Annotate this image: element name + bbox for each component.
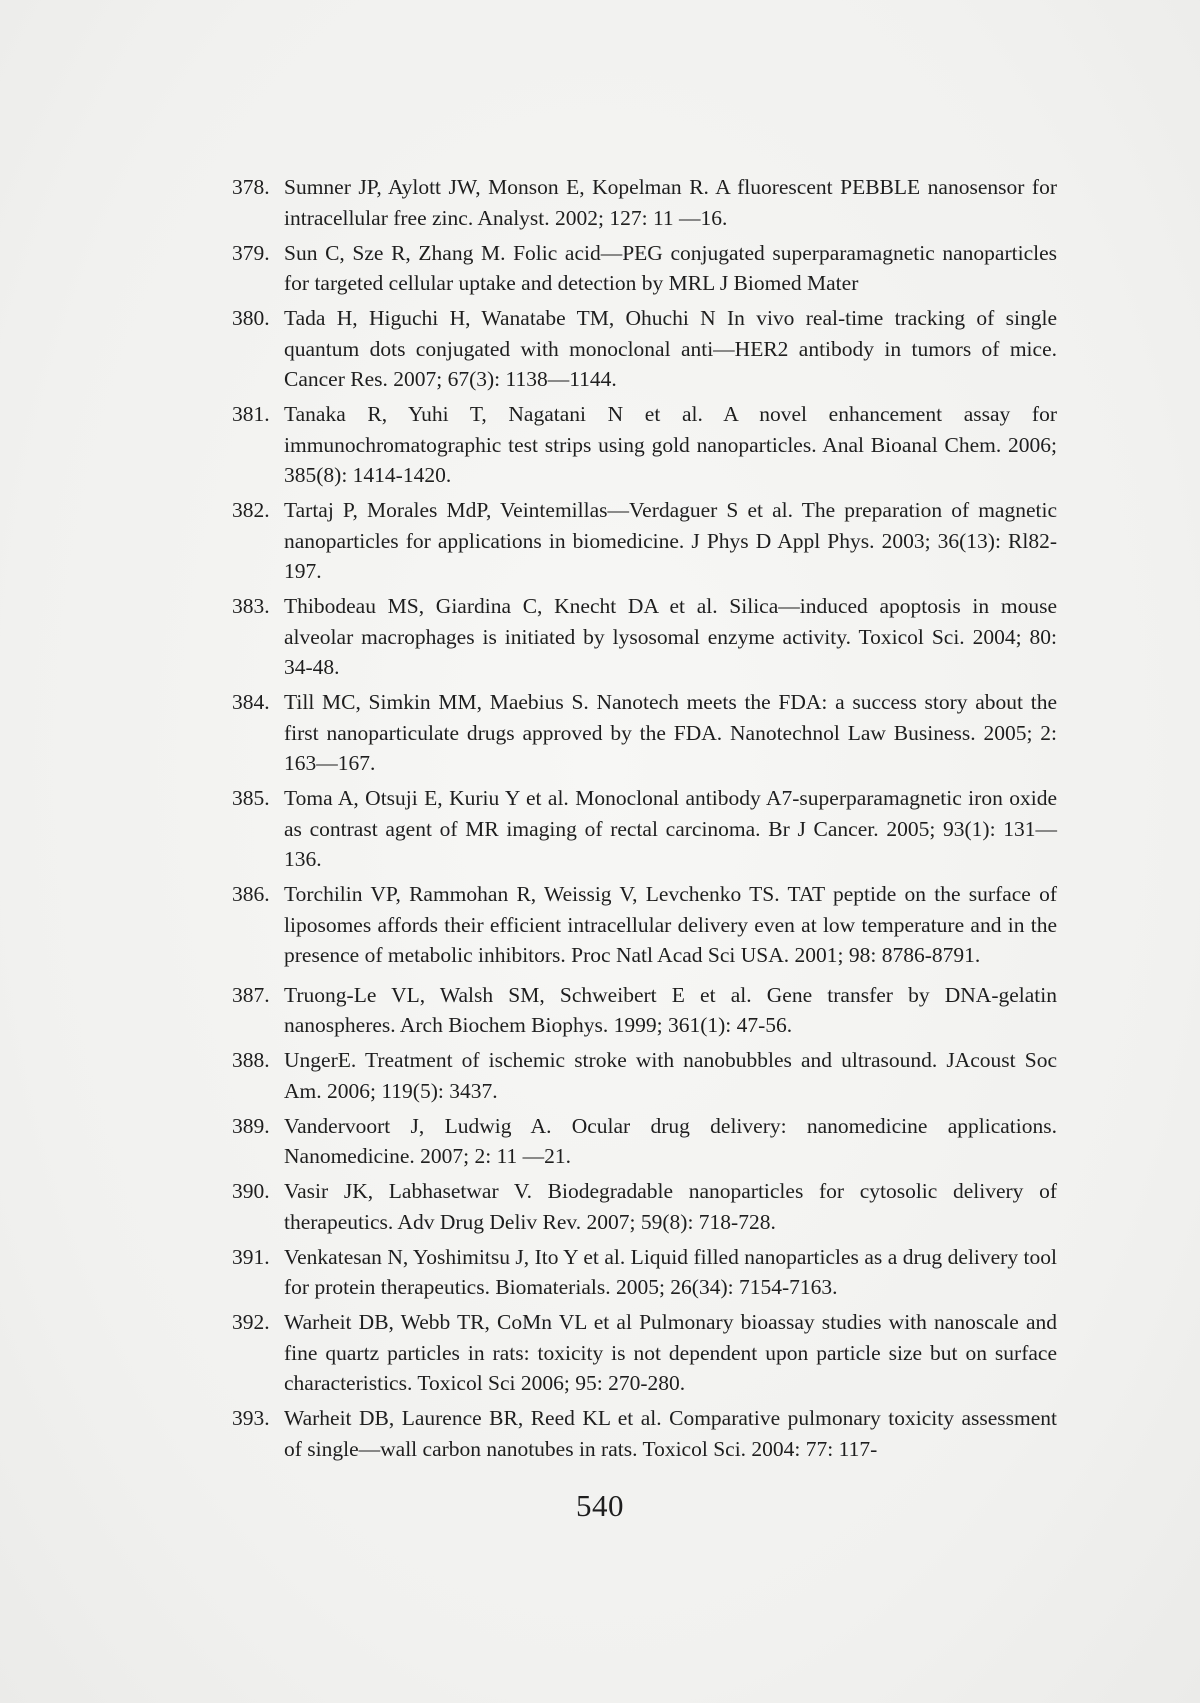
reference-text: Vandervoort J, Ludwig A. Ocular drug delivery: nanomedicine applications. Nanomedicine. 2007; 2: 11 —21.: [284, 1113, 1057, 1168]
page-number: 540: [576, 1488, 624, 1523]
reference-number: 378.: [232, 175, 270, 199]
reference-text: Tada H, Higuchi H, Wanatabe TM, Ohuchi N In vivo real-time tracking of single quantum dots conjugated with monoclonal anti—HER2 antibody in tumors of mice. Cancer Res. 2007; 67(3): 1138—1144.: [284, 306, 1057, 391]
reference-number: 392.: [232, 1310, 270, 1334]
reference-number: 381.: [232, 402, 270, 426]
reference-item-386: [232, 879, 1057, 971]
reference-item-382: [232, 495, 1057, 587]
reference-item-378: [232, 172, 1057, 233]
reference-item-390: [232, 1176, 1057, 1237]
reference-text: Sumner JP, Aylott JW, Monson E, Kopelman R. A fluorescent PEBBLE nanosensor for intracellular free zinc. Analyst. 2002; 127: 11 —16.: [284, 175, 1057, 230]
reference-number: 391.: [232, 1244, 270, 1269]
reference-text: UngerE. Treatment of ischemic stroke with nanobubbles and ultrasound. JAcoust Soc Am. 2006; 119(5): 3437.: [284, 1048, 1057, 1103]
reference-item-391: [232, 1242, 1057, 1303]
reference-item-384: [232, 687, 1057, 779]
reference-number: 393.: [232, 1406, 270, 1430]
reference-text: Toma A, Otsuji E, Kuriu Y et al. Monoclonal antibody A7-superparamagnetic iron oxide as contrast agent of MR imaging of rectal carcinoma. Br J Cancer. 2005; 93(1): 131—136.: [284, 786, 1057, 871]
reference-item-385: [232, 783, 1057, 875]
reference-text: Tartaj P, Morales MdP, Veintemillas—Verdaguer S et al. The preparation of magnetic nanoparticles for applications in biomedicine. J Phys D Appl Phys. 2003; 36(13): Rl82-197.: [284, 498, 1057, 583]
reference-number: 379.: [232, 240, 270, 265]
reference-number: 390.: [232, 1179, 270, 1203]
reference-number: 380.: [232, 306, 270, 330]
reference-number: 383.: [232, 594, 270, 618]
reference-text: Warheit DB, Webb TR, CoMn VL et al Pulmonary bioassay studies with nanoscale and fine quartz particles in rats: toxicity is not dependent upon particle size but on surface characteristics. Toxicol Sci 2006; 95: 270-280.: [284, 1310, 1057, 1395]
reference-item-380: [232, 303, 1057, 395]
reference-number: 387.: [232, 982, 270, 1007]
reference-number: 385.: [232, 786, 270, 810]
reference-text: Thibodeau MS, Giardina C, Knecht DA et al. Silica—induced apoptosis in mouse alveolar macrophages is initiated by lysosomal enzyme activity. Toxicol Sci. 2004; 80: 34-48.: [284, 594, 1057, 679]
reference-text: Vasir JK, Labhasetwar V. Biodegradable nanoparticles for cytosolic delivery of therapeutics. Adv Drug Deliv Rev. 2007; 59(8): 718-728.: [284, 1179, 1057, 1234]
reference-number: 384.: [232, 690, 270, 714]
reference-item-383: [232, 591, 1057, 683]
reference-item-388: [232, 1045, 1057, 1106]
reference-item-379: [232, 238, 1057, 299]
reference-text: Torchilin VP, Rammohan R, Weissig V, Levchenko TS. TAT peptide on the surface of liposomes affords their efficient intracellular delivery even at low temperature and in the presence of metabolic inhibitors. Proc Natl Acad Sci USA. 2001; 98: 8786-8791.: [284, 882, 1057, 967]
reference-number: 386.: [232, 882, 270, 906]
reference-item-392: [232, 1307, 1057, 1399]
reference-item-387: [232, 980, 1057, 1041]
reference-number: 389.: [232, 1113, 270, 1138]
reference-text: Till MC, Simkin MM, Maebius S. Nanotech meets the FDA: a success story about the first nanoparticulate drugs approved by the FDA. Nanotechnol Law Business. 2005; 2: 163—167.: [284, 690, 1057, 775]
reference-number: 382.: [232, 498, 270, 522]
reference-text: Truong-Le VL, Walsh SM, Schweibert E et al. Gene transfer by DNA-gelatin nanospheres. Arch Biochem Biophys. 1999; 361(1): 47-56.: [284, 982, 1057, 1037]
reference-item-381: [232, 399, 1057, 491]
reference-text: Tanaka R, Yuhi T, Nagatani N et al. A novel enhancement assay for immunochromatographic test strips using gold nanoparticles. Anal Bioanal Chem. 2006; 385(8): 1414-1420.: [284, 402, 1057, 487]
reference-text: Venkatesan N, Yoshimitsu J, Ito Y et al. Liquid filled nanoparticles as a drug delivery tool for protein therapeutics. Biomaterials. 2005; 26(34): 7154-7163.: [284, 1244, 1057, 1299]
reference-text: Warheit DB, Laurence BR, Reed KL et al. Comparative pulmonary toxicity assessment of single—wall carbon nanotubes in rats. Toxicol Sci. 2004: 77: 117-: [284, 1406, 1057, 1461]
reference-number: 388.: [232, 1048, 270, 1072]
reference-list: [232, 172, 1057, 1469]
reference-item-389: [232, 1111, 1057, 1172]
reference-item-393: [232, 1403, 1057, 1464]
reference-text: Sun C, Sze R, Zhang M. Folic acid—PEG conjugated superparamagnetic nanoparticles for targeted cellular uptake and detection by MRL J Biomed Mater: [284, 240, 1057, 295]
